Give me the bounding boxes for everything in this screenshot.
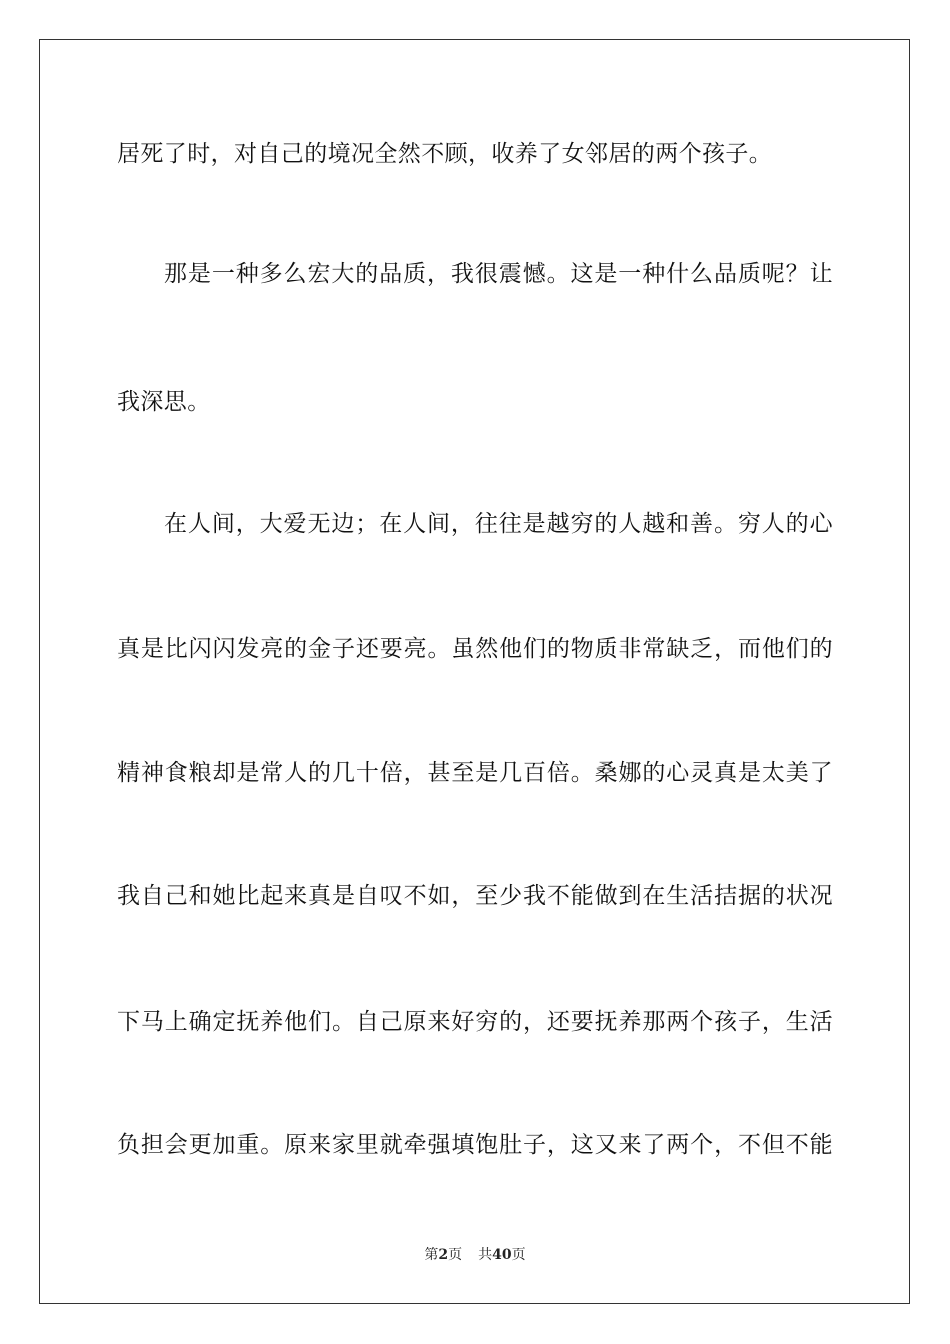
text-line-2: 那是一种多么宏大的品质，我很震憾。这是一种什么品质呢？让 bbox=[164, 261, 833, 287]
page-prefix: 第 bbox=[424, 1247, 439, 1263]
page-suffix: 页 bbox=[448, 1247, 463, 1263]
page-footer bbox=[0, 1246, 950, 1264]
text-line-8: 下马上确定抚养他们。自己原来好穷的，还要抚养那两个孩子，生活 bbox=[117, 1009, 833, 1035]
page-border bbox=[39, 39, 910, 1304]
text-line-7: 我自己和她比起来真是自叹不如，至少我不能做到在生活拮据的状况 bbox=[117, 883, 833, 909]
text-line-6: 精神食粮却是常人的几十倍，甚至是几百倍。桑娜的心灵真是太美了 bbox=[117, 760, 833, 786]
text-line-5: 真是比闪闪发亮的金子还要亮。虽然他们的物质非常缺乏，而他们的 bbox=[117, 636, 833, 662]
page-total bbox=[478, 1246, 525, 1264]
page-number bbox=[424, 1246, 462, 1264]
total-suffix: 页 bbox=[511, 1247, 526, 1263]
text-line-4: 在人间，大爱无边；在人间，往往是越穷的人越和善。穷人的心 bbox=[164, 511, 833, 537]
text-line-3: 我深思。 bbox=[117, 389, 211, 415]
text-line-9: 负担会更加重。原来家里就牵强填饱肚子，这又来了两个，不但不能 bbox=[117, 1132, 833, 1158]
total-prefix: 共 bbox=[478, 1247, 493, 1263]
text-line-1: 居死了时，对自己的境况全然不顾，收养了女邻居的两个孩子。 bbox=[117, 141, 773, 167]
total-count: 40 bbox=[492, 1247, 512, 1263]
page-current: 2 bbox=[438, 1247, 449, 1263]
